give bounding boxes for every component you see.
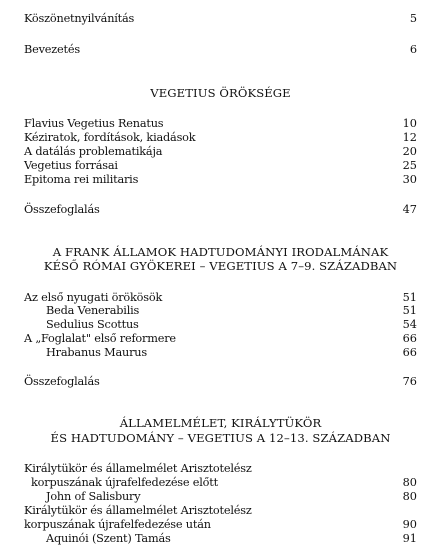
toc-entry-acknowledgements [0,11,441,26]
toc-entry-sub [0,303,441,318]
toc-entry-continuation [0,475,441,490]
toc-entry [0,158,441,173]
toc-entry [0,130,441,145]
toc-entry [0,144,441,159]
toc-entry [0,172,441,187]
toc-entry-sub [0,345,441,360]
section-heading-3-line-1: ÁLLAMELMÉLET, KIRÁLYTÜKÖR [119,416,322,430]
toc-entry-sub [0,489,441,504]
section-heading-2-line-1: A FRANK ÁLLAMOK HADTUDOMÁNYI IRODALMÁNAK [52,245,389,259]
toc-entry-summary [0,374,441,389]
toc-entry-title: Vegetius forrásai [24,159,118,172]
toc-entry-page: 91 [402,532,417,545]
toc-entry-sub [0,317,441,332]
toc-entry-title: Kéziratok, fordítások, kiadások [24,131,196,144]
toc-entry [0,116,441,131]
toc-entry-title: Epitoma rei militaris [24,173,139,186]
toc-entry-title: Aquinói (Szent) Tamás [46,532,171,545]
toc-entry-page: 12 [402,131,417,144]
toc-entry-title: John of Salisbury [46,490,141,503]
toc-entry-page: 6 [409,43,417,56]
toc-entry-page: 51 [402,304,417,317]
toc-entry-page: 10 [402,117,417,130]
toc-entry-title: Sedulius Scottus [46,318,139,331]
toc-entry-title: Összefoglalás [24,375,100,388]
toc-entry-title: Összefoglalás [24,203,100,216]
toc-entry-title: Királytükör és államelmélet Arisztotelész [24,504,252,517]
toc-entry [0,331,441,346]
toc-entry-title: Hrabanus Maurus [46,346,147,359]
toc-entry-title: korpuszának újrafelfedezése előtt [31,476,218,489]
toc-entry-sub [0,531,441,546]
toc-entry [0,503,441,518]
toc-entry-title: Beda Venerabilis [46,304,140,317]
toc-entry-continuation [0,517,441,532]
toc-entry-title: Köszönetnyilvánítás [24,12,135,25]
toc-entry-page: 76 [402,375,417,388]
toc-entry-page: 80 [402,490,417,503]
toc-entry-page: 51 [402,291,417,304]
toc-entry-title: Királytükör és államelmélet Arisztotelész [24,462,252,475]
toc-entry-page: 80 [402,476,417,489]
section-heading-3-line-2: ÉS HADTUDOMÁNY – VEGETIUS A 12–13. SZÁZADBAN [50,431,391,445]
toc-entry-page: 90 [402,518,417,531]
toc-entry [0,461,441,476]
section-heading-2-line-2: KÉSŐ RÓMAI GYÖKEREI – VEGETIUS A 7–9. SZÁZADBAN [43,259,398,273]
toc-entry-page: 5 [409,12,417,25]
toc-entry-title: Az első nyugati örökösök [24,291,163,304]
toc-entry-title: Flavius Vegetius Renatus [24,117,164,130]
toc-entry-title: A datálás problematikája [24,145,163,158]
toc-entry-page: 20 [402,145,417,158]
section-heading-1: VEGETIUS ÖRÖKSÉGE [150,86,291,100]
toc-entry-page: 25 [402,159,417,172]
toc-entry-title: korpuszának újrafelfedezése után [24,518,211,531]
toc-entry-introduction [0,42,441,57]
toc-entry-page: 66 [402,346,417,359]
toc-entry-summary [0,202,441,217]
toc-entry-page: 66 [402,332,417,345]
toc-entry-page: 54 [402,318,417,331]
toc-entry-page: 47 [402,203,417,216]
toc-entry-page: 30 [402,173,417,186]
toc-entry-title: Bevezetés [24,43,80,56]
toc-entry-title: A „Foglalat" első reformere [24,332,176,345]
